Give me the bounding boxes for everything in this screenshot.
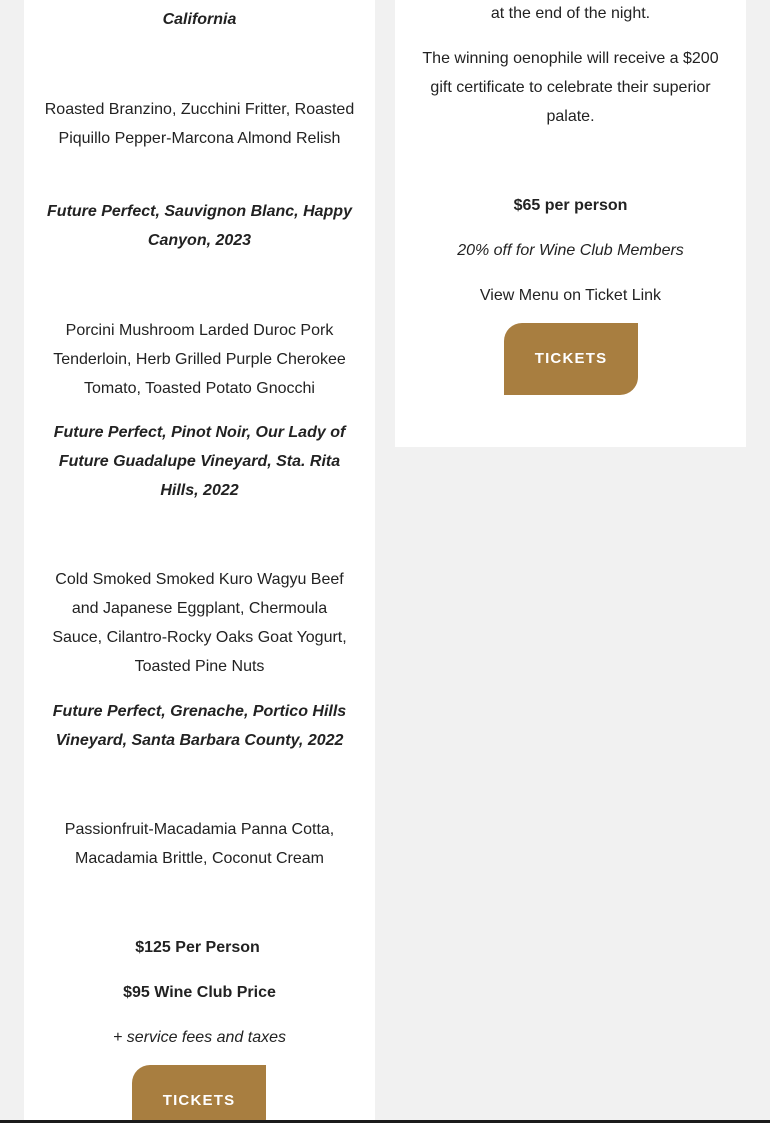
tickets-button-dinner[interactable]: TICKETS xyxy=(132,1065,266,1123)
event-price: $65 per person xyxy=(513,197,628,214)
course-2-wine: Future Perfect, Pinot Noir, Our Lady of Future Guadalupe Vineyard, Sta. Rita Hills, 2022 xyxy=(53,424,346,499)
course-3-dish: Cold Smoked Smoked Kuro Wagyu Beef and Japanese Eggplant, Chermoula Sauce, Cilantro-Rocky Oaks Goat Yogurt, Toasted Pine Nuts xyxy=(52,571,347,675)
course-3-wine: Future Perfect, Grenache, Portico Hills Vineyard, Santa Barbara County, 2022 xyxy=(52,703,347,749)
event-closing-text: at the end of the night. xyxy=(490,5,651,22)
wine-club-price: $95 Wine Club Price xyxy=(123,984,276,1001)
tickets-button-tasting[interactable]: TICKETS xyxy=(504,323,638,395)
dinner-menu-card xyxy=(24,0,375,1123)
prize-description: The winning oenophile will receive a $200 gift certificate to celebrate their superior palate. xyxy=(422,50,719,125)
tasting-event-card xyxy=(395,0,746,447)
service-fees-note: + service fees and taxes xyxy=(113,1029,286,1046)
course-1-dish: Roasted Branzino, Zucchini Fritter, Roasted Piquillo Pepper-Marcona Almond Relish xyxy=(44,101,355,147)
price-per-person: $125 Per Person xyxy=(135,939,260,956)
dessert-dish: Passionfruit-Macadamia Panna Cotta, Macadamia Brittle, Coconut Cream xyxy=(64,821,335,867)
menu-note: View Menu on Ticket Link xyxy=(479,287,662,304)
course-2-dish: Porcini Mushroom Larded Duroc Pork Tenderloin, Herb Grilled Purple Cherokee Tomato, Toasted Potato Gnocchi xyxy=(53,322,346,397)
region-text: California xyxy=(162,11,237,28)
wine-club-discount: 20% off for Wine Club Members xyxy=(457,242,684,259)
course-1-wine: Future Perfect, Sauvignon Blanc, Happy Canyon, 2023 xyxy=(47,203,352,249)
